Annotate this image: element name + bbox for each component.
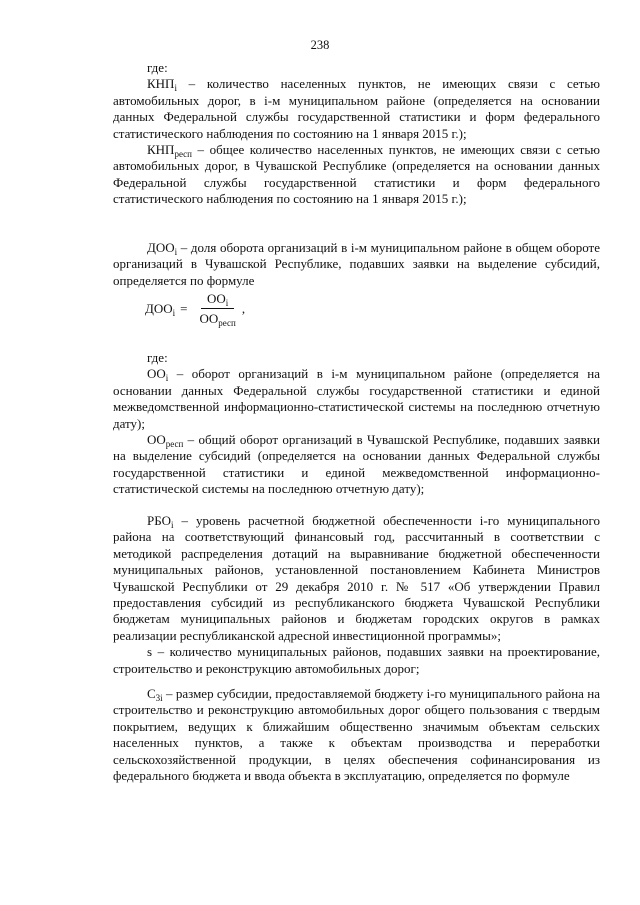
knp-resp-definition: $КНП_{респ}$ – общее количество населенных пунктов, не имеющих связи с сетью автомобильных дорог, в Чувашской Республике (определяется на основании данных Федеральной службы государственной статистики и форм федерального статистического наблюдения по состоянию на 1 января 2015 г.); [113, 142, 600, 207]
definitions-rbo-block [113, 513, 600, 677]
c3i-definition: $С_{3i}$ – размер субсидии, предоставляемой бюджету i-го муниципального района на строительство и реконструкцию автомобильных дорог общего пользования с твердым покрытием, ведущих к ближайшим общественно значимым объектам сельских населенных пунктов, а также к объектам производства и переработки сельскохозяйственной продукции, в целях обеспечения софинансирования из федерального бюджета и ввода объекта в эксплуатацию, определяется по формуле [113, 686, 600, 784]
formula-fraction [194, 291, 242, 327]
knp-i-definition: $КНП_i$ – количество населенных пунктов, не имеющих связи с сетью автомобильных дорог, в i-м муниципальном районе (определяется на основании данных Федеральной службы государственной статистики и форм федерального статистического наблюдения по состоянию на 1 января 2015 г.); [113, 76, 600, 141]
rbo-definition: $РБО_i$ – уровень расчетной бюджетной обеспеченности i-го муниципального района на соответствующий финансовый год, рассчитанный в соответствии с методикой распределения дотаций на выравнивание бюджетной обеспеченности муниципальных районов, установленной постановлением Кабинета Министров Чувашской Республики от 29 декабря 2010 г. № 517 «Об утверждении Правил предоставления субсидий из республиканского бюджета Чувашской Республики бюджетам муниципальных районов и бюджетам городских округов в рамках реализации республиканской адресной инвестиционной программы»; [113, 513, 600, 643]
s-definition: s – количество муниципальных районов, подавших заявки на проектирование, строительство и реконструкцию автомобильных дорог; [113, 644, 600, 676]
formula-numerator: $ОО_i$ [201, 291, 234, 309]
c3i-definition-block [113, 686, 600, 784]
where-label-1: где: [147, 60, 168, 75]
formula-tail: , [241, 301, 246, 316]
doo-definition-block [113, 240, 600, 289]
formula-denominator: $ОО_{респ}$ [199, 311, 236, 328]
doo-formula [145, 291, 245, 327]
doo-definition: $ДОО_i$ – доля оборота организаций в i-м муниципальном районе в общем обороте организаций в Чувашской Республике, подавших заявки на выделение субсидий, определяется по формуле [113, 240, 600, 288]
oo-resp-definition: $ОО_{респ}$ – общий оборот организаций в Чувашской Республике, подавших заявки на выделение субсидий (определяется на основании данных Федеральной службы государственной статистики и единой межведомственной информационно-статистической системы на последнюю отчетную дату); [113, 432, 600, 497]
oo-i-definition: $ОО_i$ – оборот организаций в i-м муниципальном районе (определяется на основании данных Федеральной службы государственной статистики и единой межведомственной информационно-статистической системы на последнюю отчетную дату); [113, 366, 600, 431]
definitions-knp-block [113, 60, 600, 208]
page-number: 238 [310, 38, 330, 52]
definitions-oo-block [113, 350, 600, 498]
formula-lhs: $ДОО_i$ [145, 301, 176, 318]
formula-equals: = [180, 301, 188, 316]
where-label-2: где: [147, 350, 168, 365]
